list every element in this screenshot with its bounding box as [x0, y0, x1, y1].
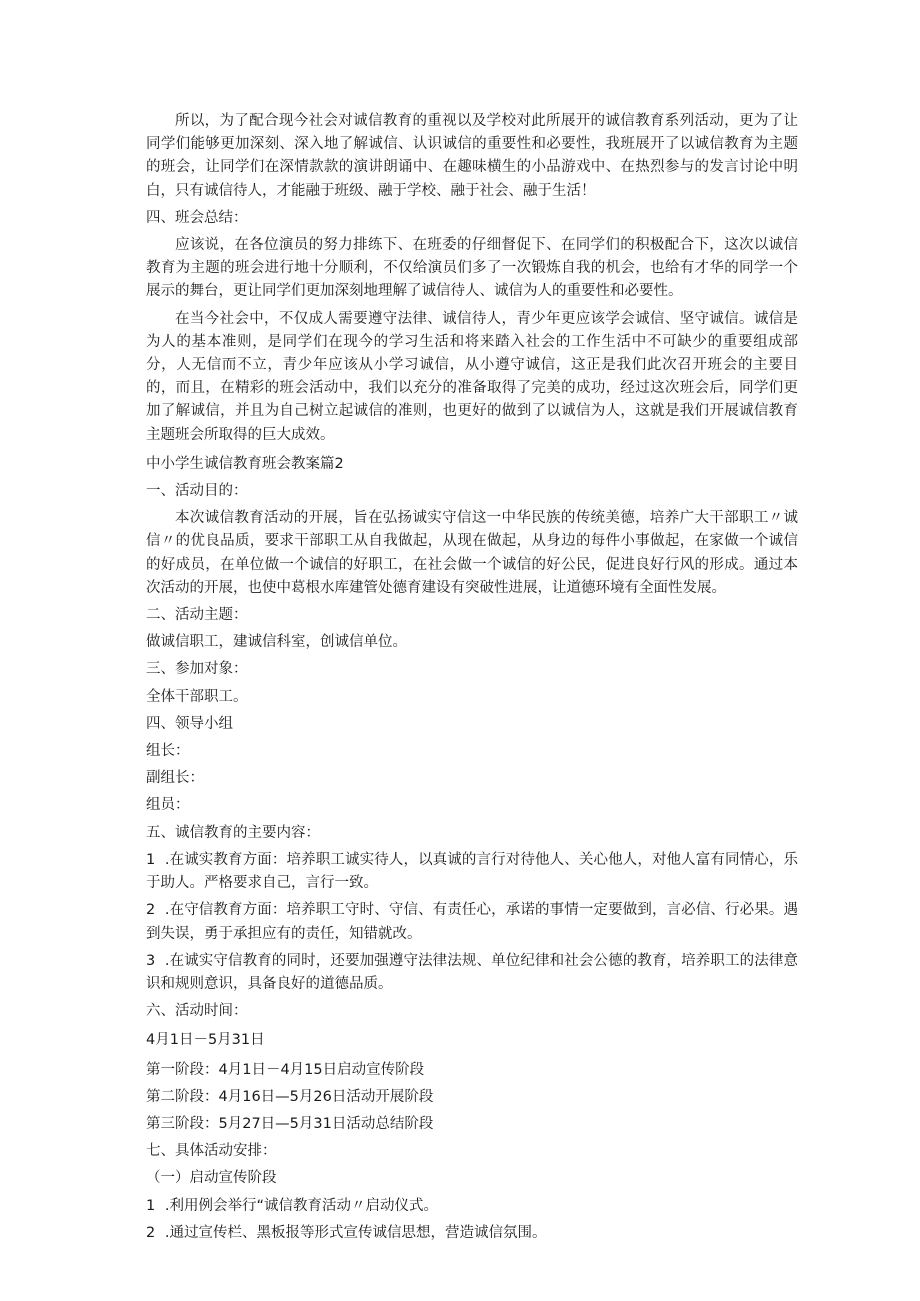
section-heading-time: 六、活动时间： [146, 1003, 248, 1020]
content-item-3 [146, 950, 798, 996]
paragraph-intro: 所以，为了配合现今社会对诚信教育的重视以及学校对此所展开的诚信教育系列活动，更为了让同学们能够更加深刻、深入地了解诚信、认识诚信的重要性和必要性，我班展开了以诚信教育为主题的班会，让同学们在深情款款的演讲朗诵中、在趣味横生的小品游戏中、在热烈参与的发言讨论中明白，只有诚信待人，才能融于班级、融于学校、融于社会、融于生活！ [146, 113, 798, 199]
section-heading-content: 五、诚信教育的主要内容： [146, 824, 320, 841]
list-text: .通过宣传栏、黑板报等形式宣传诚信思想，营造诚信氛围。 [164, 1224, 547, 1241]
section-heading-theme: 二、活动主题： [146, 607, 248, 624]
list-text: .在守信教育方面：培养职工守时、守信、有责任心，承诺的事情一定要做到，言必信、行必果。遇到失误，勇于承担应有的责任，知错就改。 [146, 902, 798, 942]
paragraph-society: 在当今社会中，不仅成人需要遵守法律、诚信待人，青少年更应该学会诚信、坚守诚信。诚信是为人的基本准则，是同学们在现今的学习生活和将来踏入社会的工作生活中不可缺少的重要组成部分，人无信而不立，青少年应该从小学习诚信，从小遵守诚信，这正是我们此次召开班会的主要目的，而且，在精彩的班会活动中，我们以充分的准备取得了完美的成功，经过这次班会后，同学们更加了解诚信，并且为自己树立起诚信的准则，也更好的做到了以诚信为人，这就是我们开展诚信教育主题班会所取得的巨大成效。 [146, 310, 798, 443]
plan-subheading-1: （一）启动宣传阶段 [146, 1170, 277, 1187]
content-item-2 [146, 899, 798, 945]
list-number: 2 [146, 902, 156, 919]
list-number: 2 [146, 1224, 156, 1241]
paragraph-purpose: 本次诚信教育活动的开展，旨在弘扬诚实守信这一中华民族的传统美德，培养广大干部职工〃诚信〃的优良品质，要求干部职工从自我做起，从现在做起，从身边的每件小事做起，在家做一个诚信的好成员，在单位做一个诚信的好职工，在社会做一个诚信的好公民，促进良好行风的形成。通过本次活动的开展，也使中葛根水库建管处德育建设有突破性进展，让道德环境有全面性发展。 [146, 510, 798, 596]
list-number: 3 [146, 952, 156, 969]
list-text: .在诚实教育方面：培养职工诚实待人，以真诚的言行对待他人、关心他人，对他人富有同情心，乐于助人。严格要求自己，言行一致。 [146, 851, 798, 892]
list-text: .在诚实守信教育的同时，还要加强遵守法律法规、单位纪律和社会公德的教育，培养职工的法律意识和规则意识，具备良好的道德品质。 [146, 952, 798, 992]
paragraph-target: 全体干部职工。 [146, 688, 248, 705]
time-range: 4月1日－5月31日 [146, 1032, 265, 1049]
document-body [146, 110, 798, 1245]
list-number: 1 [146, 1197, 156, 1214]
stage-3: 第三阶段：5月27日—5月31日活动总结阶段 [146, 1115, 434, 1132]
plan-item-1 [146, 1195, 798, 1218]
section-heading-leader: 四、领导小组 [146, 715, 233, 732]
paragraph-theme: 做诚信职工，建诚信科室，创诚信单位。 [146, 634, 407, 651]
paragraph-summary: 应该说，在各位演员的努力排练下、在班委的仔细督促下、在同学们的积极配合下，这次以诚信教育为主题的班会进行地十分顺利，不仅给演员们多了一次锻炼自我的机会，也给有才华的同学一个展示的舞台，更让同学们更加深刻地理解了诚信待人、诚信为人的重要性和必要性。 [146, 237, 798, 300]
document-subtitle: 中小学生诚信教育班会教案篇2 [146, 455, 344, 472]
stage-2: 第二阶段：4月16日—5月26日活动开展阶段 [146, 1088, 434, 1105]
plan-item-2 [146, 1222, 798, 1245]
leader-head: 组长： [146, 743, 190, 760]
leader-member: 组员： [146, 797, 190, 814]
section-heading-target: 三、参加对象： [146, 661, 248, 678]
list-text: .利用例会举行“诚信教育活动〃启动仪式。 [164, 1197, 438, 1214]
section-heading-summary: 四、班会总结： [146, 209, 248, 226]
leader-deputy: 副组长： [146, 770, 204, 787]
section-heading-purpose: 一、活动目的： [146, 483, 248, 500]
stage-1: 第一阶段：4月1日－4月15日启动宣传阶段 [146, 1061, 425, 1078]
content-item-1 [146, 849, 798, 895]
section-heading-plan: 七、具体活动安排： [146, 1143, 277, 1160]
list-number: 1 [146, 851, 156, 868]
